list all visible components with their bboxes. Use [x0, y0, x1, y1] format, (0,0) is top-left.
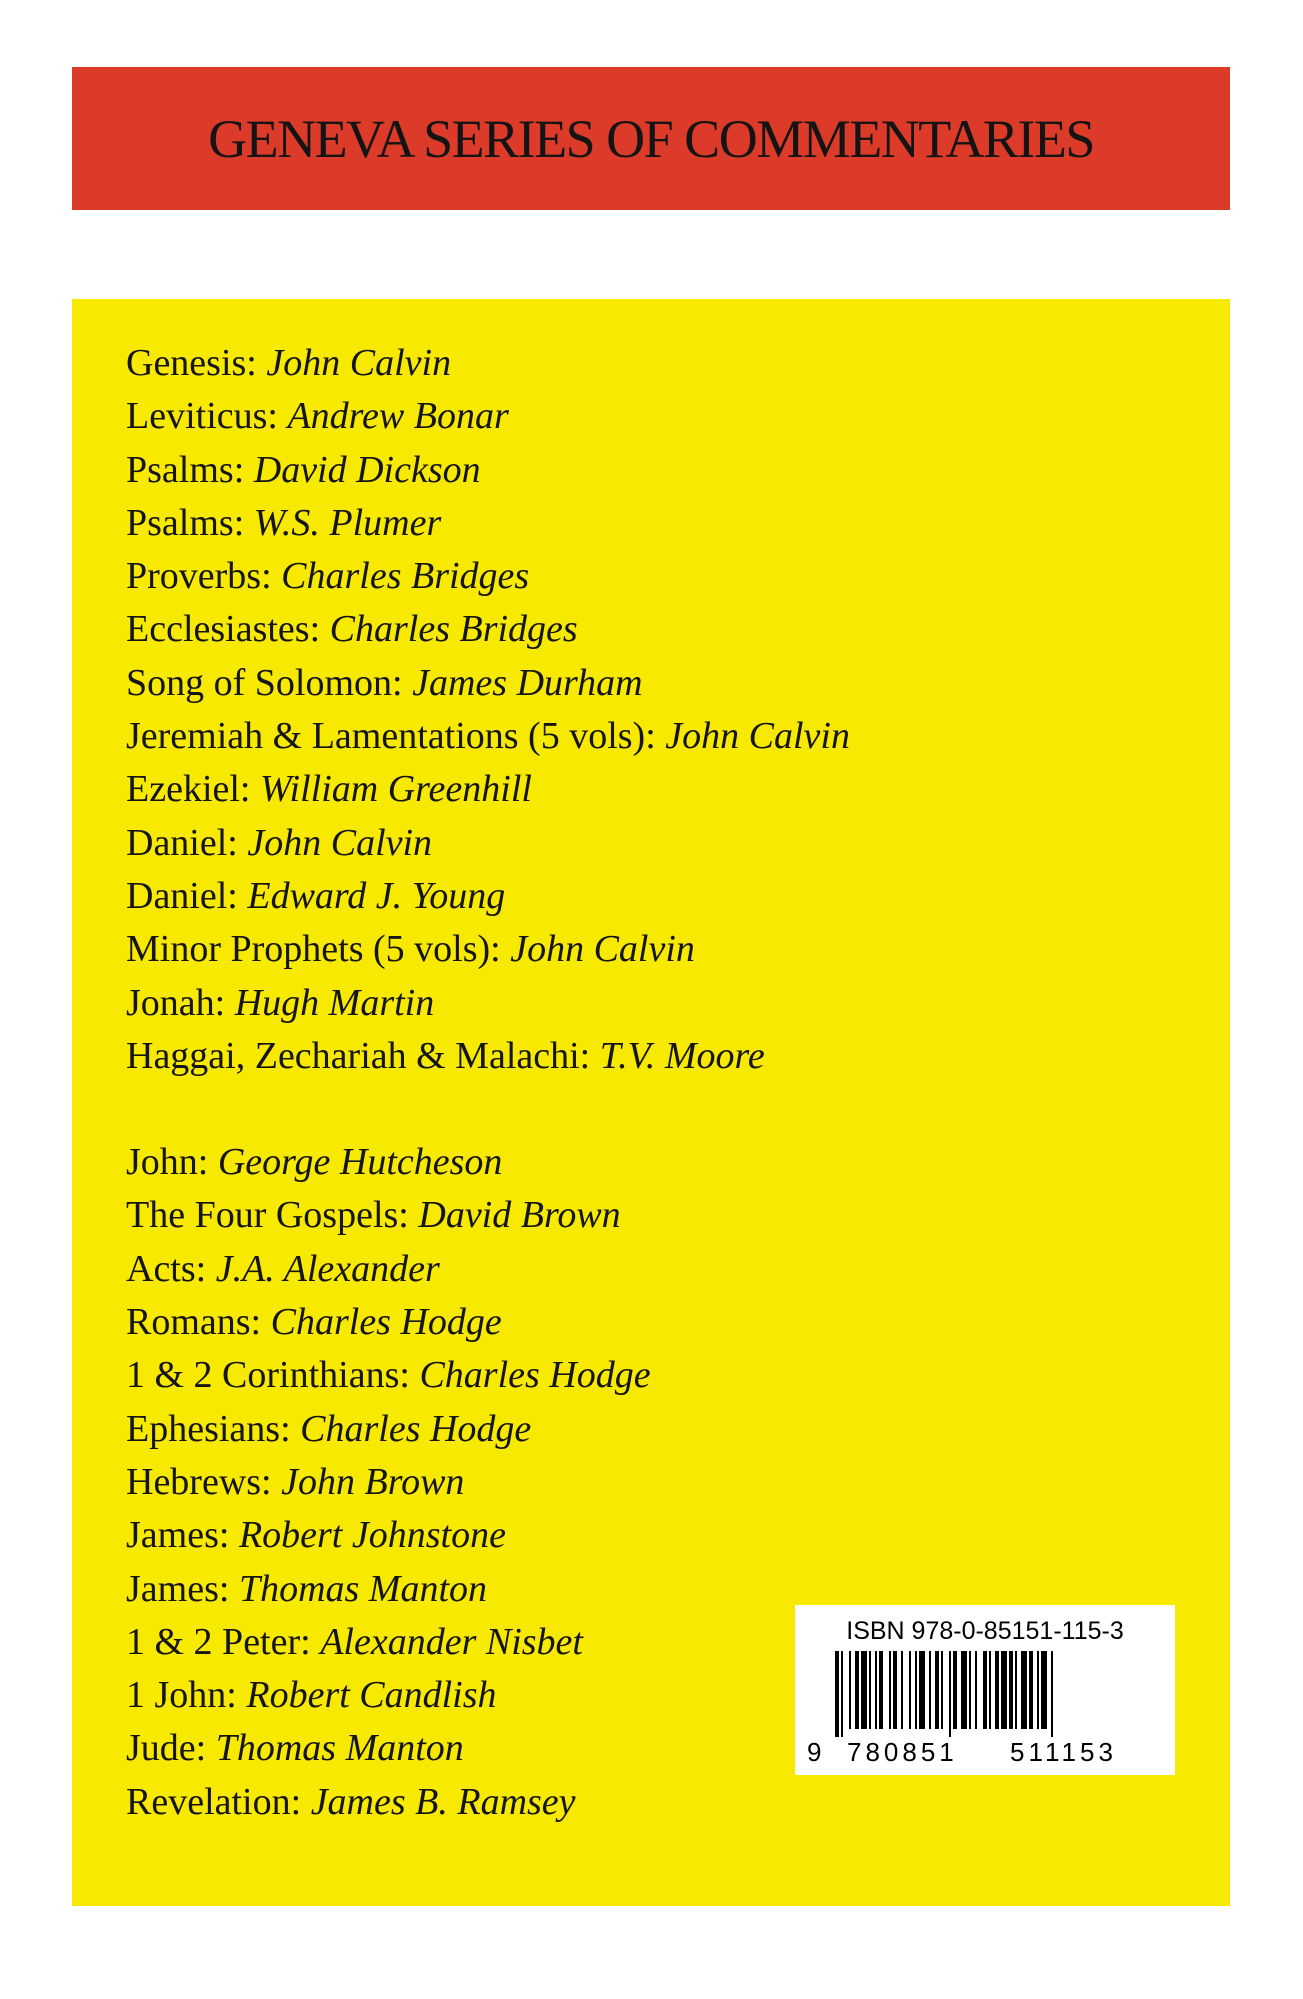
book-name: Jude: [126, 1727, 207, 1770]
book-name: Daniel: [126, 821, 238, 864]
author-name: Thomas Manton [238, 1567, 488, 1610]
barcode-bar [1051, 1651, 1053, 1737]
commentary-entry [126, 550, 966, 603]
commentary-entry [126, 1189, 966, 1242]
barcode-bar [855, 1651, 859, 1729]
commentary-entry [126, 1030, 966, 1083]
book-name: Song of Solomon: [126, 661, 403, 704]
author-name: Robert Johnstone [238, 1514, 506, 1557]
barcode-bar [1021, 1651, 1027, 1729]
old-testament-group [126, 337, 966, 1083]
barcode-digits [795, 1737, 1175, 1769]
commentary-entry [126, 1509, 966, 1562]
barcode-bar [893, 1651, 897, 1729]
author-name: John Calvin [665, 715, 850, 758]
commentary-entry [126, 603, 966, 656]
barcode-bar [841, 1651, 843, 1737]
barcode-bar [941, 1651, 943, 1729]
author-name: John Calvin [266, 342, 452, 384]
author-name: William Greenhill [259, 768, 532, 811]
commentary-entry [126, 1456, 966, 1509]
barcode-bar [983, 1651, 987, 1729]
barcode-bar [915, 1651, 917, 1729]
book-name: Leviticus: [126, 395, 278, 438]
author-name: James Durham [412, 661, 643, 704]
barcode-bar [1015, 1651, 1017, 1729]
barcode-bar [929, 1651, 931, 1729]
book-name: Daniel: [126, 874, 238, 917]
commentary-entry [126, 870, 966, 923]
barcode-bar [969, 1651, 971, 1729]
author-name: Charles Hodge [419, 1354, 651, 1397]
book-name: Genesis: [126, 342, 257, 384]
book-name: Jeremiah & Lamentations (5 vols): [126, 715, 656, 758]
commentary-entry [126, 1296, 966, 1349]
barcode-bar [949, 1651, 951, 1737]
barcode-bar [919, 1651, 925, 1729]
barcode-bar [835, 1651, 839, 1737]
barcode-bar [995, 1651, 999, 1729]
barcode-graphic [807, 1651, 1163, 1737]
author-name: John Calvin [510, 928, 695, 971]
commentary-entry [126, 337, 966, 390]
barcode-bar [861, 1651, 867, 1729]
barcode-bar [909, 1651, 911, 1729]
barcode-bar [989, 1651, 991, 1729]
barcode-bar [1041, 1651, 1047, 1729]
barcode-digit-lead: 9 [807, 1737, 822, 1767]
commentary-entry [126, 1349, 966, 1402]
book-name: James: [126, 1514, 230, 1557]
author-name: John Brown [281, 1460, 465, 1503]
barcode-bar [953, 1651, 957, 1729]
book-name: Ezekiel: [126, 768, 251, 811]
commentary-entry [126, 444, 966, 497]
author-name: James B. Ramsey [310, 1780, 576, 1823]
barcode-bar [961, 1651, 967, 1729]
commentary-entry [126, 390, 966, 443]
barcode-bar [879, 1651, 883, 1729]
author-name: David Dickson [253, 448, 481, 491]
book-name: Acts: [126, 1247, 207, 1290]
barcode-bar [975, 1651, 977, 1729]
commentary-entry [126, 977, 966, 1030]
author-name: J.A. Alexander [215, 1247, 440, 1290]
book-name: John: [126, 1141, 209, 1184]
author-name: T.V. Moore [599, 1034, 765, 1077]
book-name: Psalms: [126, 448, 245, 491]
barcode-bar [849, 1651, 851, 1729]
series-banner [72, 67, 1230, 210]
barcode-digits-left: 780851 [847, 1737, 958, 1767]
commentary-entry [126, 657, 966, 710]
book-name: Revelation: [126, 1780, 302, 1823]
book-name: Ecclesiastes: [126, 608, 321, 651]
barcode-bar [869, 1651, 871, 1729]
commentary-entry [126, 1136, 966, 1189]
book-name: James: [126, 1567, 230, 1610]
barcode-bar [875, 1651, 877, 1729]
author-name: Hugh Martin [234, 981, 435, 1024]
author-name: Edward J. Young [247, 874, 506, 917]
commentary-entry [126, 763, 966, 816]
author-name: Robert Candlish [246, 1674, 497, 1717]
barcode-bar [1009, 1651, 1013, 1729]
commentary-entry [126, 1776, 966, 1829]
book-name: 1 & 2 Corinthians: [126, 1354, 410, 1397]
author-name: Charles Bridges [281, 555, 530, 598]
book-name: Romans: [126, 1301, 262, 1344]
series-title: GENEVA SERIES OF COMMENTARIES [208, 108, 1094, 169]
commentary-entry [126, 497, 966, 550]
author-name: John Calvin [247, 821, 433, 864]
book-name: 1 & 2 Peter: [126, 1620, 311, 1663]
book-name: Haggai, Zechariah & Malachi: [126, 1034, 591, 1077]
author-name: George Hutcheson [217, 1141, 503, 1184]
book-name: Psalms: [126, 501, 245, 544]
author-name: W.S. Plumer [253, 501, 442, 544]
barcode-bar [935, 1651, 939, 1729]
book-name: Ephesians: [126, 1407, 291, 1450]
author-name: Andrew Bonar [287, 395, 509, 438]
author-name: Alexander Nisbet [320, 1620, 583, 1663]
book-name: Jonah: [126, 981, 226, 1024]
commentary-entry [126, 710, 966, 763]
commentary-entry [126, 1403, 966, 1456]
barcode-digits-right: 511153 [1010, 1737, 1117, 1767]
isbn-label: ISBN 978-0-85151-115-3 [846, 1617, 1124, 1645]
barcode-bar [1029, 1651, 1033, 1729]
author-name: Charles Hodge [270, 1301, 502, 1344]
author-name: Charles Bridges [329, 608, 578, 651]
book-name: 1 John: [126, 1674, 237, 1717]
book-name: Proverbs: [126, 555, 272, 598]
barcode-bar [889, 1651, 891, 1729]
author-name: Charles Hodge [300, 1407, 532, 1450]
barcode-bar [901, 1651, 903, 1729]
barcode-bar [1001, 1651, 1007, 1729]
book-name: Minor Prophets (5 vols): [126, 928, 501, 971]
book-name: Hebrews: [126, 1460, 272, 1503]
commentary-entry [126, 923, 966, 976]
barcode-bar [1037, 1651, 1039, 1729]
book-name: The Four Gospels: [126, 1194, 409, 1237]
author-name: Thomas Manton [215, 1727, 464, 1770]
commentary-entry [126, 817, 966, 870]
isbn-barcode-box [795, 1605, 1175, 1775]
commentary-entry [126, 1243, 966, 1296]
author-name: David Brown [418, 1194, 621, 1237]
